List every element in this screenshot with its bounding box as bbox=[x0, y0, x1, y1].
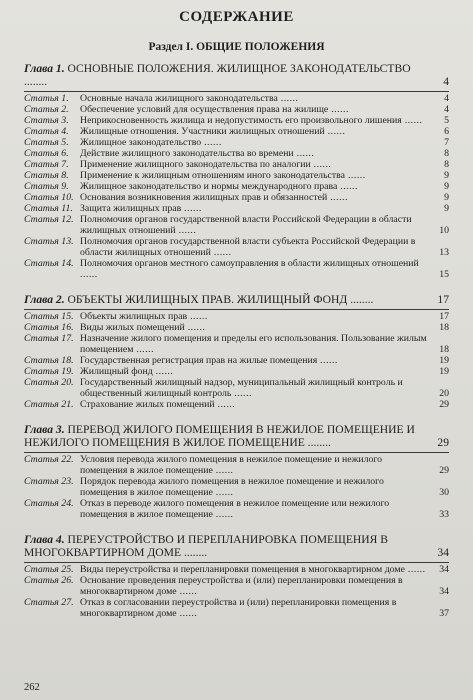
toc-entry bbox=[24, 564, 449, 575]
dot-leader: ...... bbox=[324, 126, 346, 137]
dot-leader: ........ bbox=[347, 293, 374, 306]
article-title: Жилищное законодательство bbox=[80, 137, 202, 148]
article-title: Жилищный фонд bbox=[80, 366, 153, 377]
article-page: 33 bbox=[439, 509, 449, 520]
article-page: 9 bbox=[444, 170, 449, 181]
toc-entry bbox=[24, 181, 449, 192]
dot-leader: ........ bbox=[24, 75, 48, 88]
article-page: 19 bbox=[439, 355, 449, 366]
dot-leader: ...... bbox=[181, 203, 202, 214]
article-label: Статья 22. bbox=[24, 454, 74, 465]
article-label: Статья 16. bbox=[24, 322, 74, 333]
toc-entry bbox=[24, 258, 449, 280]
page-title: СОДЕРЖАНИЕ bbox=[179, 9, 294, 25]
article-title: Порядок перевода жилого помещения в нежилое помещение и нежилого помещения в жилое помещение bbox=[80, 476, 384, 498]
toc-entry bbox=[24, 498, 449, 520]
article-label: Статья 6. bbox=[24, 148, 69, 159]
dot-leader: ...... bbox=[212, 465, 234, 476]
toc-entry bbox=[24, 137, 449, 148]
article-page: 19 bbox=[439, 366, 449, 377]
article-page: 9 bbox=[444, 181, 449, 192]
article-page: 34 bbox=[439, 564, 449, 575]
article-page: 34 bbox=[439, 586, 449, 597]
dot-leader: ...... bbox=[80, 269, 98, 280]
dot-leader: ...... bbox=[293, 148, 315, 159]
article-page: 6 bbox=[444, 126, 449, 137]
article-title: Объекты жилищных прав bbox=[80, 311, 188, 322]
chapter-page: 34 bbox=[437, 546, 449, 559]
chapter-title: ПЕРЕУСТРОЙСТВО И ПЕРЕПЛАНИРОВКА ПОМЕЩЕНИЯ В МНОГОКВАРТИРНОМ ДОМЕ bbox=[24, 533, 389, 559]
toc-entry bbox=[24, 192, 449, 203]
article-label: Статья 7. bbox=[24, 159, 69, 170]
dot-leader: ...... bbox=[310, 159, 332, 170]
article-page: 10 bbox=[439, 225, 449, 236]
chapter-rule bbox=[24, 562, 449, 563]
article-title: Применение к жилищным отношениям иного законодательства bbox=[80, 170, 346, 181]
toc-entry bbox=[24, 399, 449, 410]
toc-entry bbox=[24, 159, 449, 170]
article-title: Назначение жилого помещения и пределы его использования. Пользование жилым помещением bbox=[80, 333, 427, 355]
article-title: Жилищное законодательство и нормы международного права bbox=[80, 181, 338, 192]
article-title: Виды жилых помещений bbox=[80, 322, 185, 333]
toc-entry bbox=[24, 214, 449, 236]
article-title: Защита жилищных прав bbox=[80, 203, 182, 214]
chapter-label: Глава 1. bbox=[24, 62, 65, 75]
chapter-heading bbox=[24, 533, 449, 559]
article-label: Статья 14. bbox=[24, 258, 74, 269]
article-page: 15 bbox=[439, 269, 449, 280]
toc-entry bbox=[24, 93, 449, 104]
article-page: 8 bbox=[444, 148, 449, 159]
article-page: 29 bbox=[439, 399, 449, 410]
toc-entry bbox=[24, 236, 449, 258]
article-label: Статья 25. bbox=[24, 564, 74, 575]
dot-leader: ...... bbox=[187, 311, 208, 322]
article-page: 8 bbox=[444, 159, 449, 170]
article-label: Статья 9. bbox=[24, 181, 69, 192]
article-page: 4 bbox=[444, 93, 449, 104]
toc-entry bbox=[24, 311, 449, 322]
article-title: Основание проведения переустройства и (или) перепланировки помещения в многоквартирном доме bbox=[80, 575, 403, 597]
chapter-title: ПЕРЕВОД ЖИЛОГО ПОМЕЩЕНИЯ В НЕЖИЛОЕ ПОМЕЩЕНИЕ И НЕЖИЛОГО ПОМЕЩЕНИЯ В ЖИЛОЕ ПОМЕЩЕНИЕ bbox=[24, 423, 415, 449]
chapter-heading bbox=[24, 293, 449, 306]
article-title: Полномочия органов государственной власти субъекта Российской Федерации в области жилищных отношений bbox=[80, 236, 416, 258]
article-page: 4 bbox=[444, 104, 449, 115]
dot-leader: ...... bbox=[317, 355, 338, 366]
dot-leader: ...... bbox=[328, 104, 349, 115]
toc-entry bbox=[24, 355, 449, 366]
page-number: 262 bbox=[24, 682, 40, 693]
article-page: 29 bbox=[439, 465, 449, 476]
dot-leader: ...... bbox=[327, 192, 348, 203]
article-page: 18 bbox=[439, 322, 449, 333]
article-label: Статья 27. bbox=[24, 597, 74, 608]
dot-leader: ........ bbox=[304, 436, 331, 449]
toc-entry bbox=[24, 203, 449, 214]
article-page: 37 bbox=[439, 608, 449, 619]
article-label: Статья 4. bbox=[24, 126, 69, 137]
dot-leader: ...... bbox=[401, 115, 423, 126]
chapter-title: ОСНОВНЫЕ ПОЛОЖЕНИЯ. ЖИЛИЩНОЕ ЗАКОНОДАТЕЛЬСТВО bbox=[67, 62, 411, 75]
toc-entry bbox=[24, 115, 449, 126]
chapter-heading bbox=[24, 423, 449, 449]
dot-leader: ........ bbox=[181, 546, 208, 559]
toc-entry bbox=[24, 575, 449, 597]
article-title: Отказ в согласовании переустройства и (или) перепланировки помещения в многоквартирном доме bbox=[80, 597, 397, 619]
chapter-rule bbox=[24, 91, 449, 92]
dot-leader: ...... bbox=[212, 509, 234, 520]
dot-leader: ...... bbox=[214, 399, 236, 410]
article-label: Статья 3. bbox=[24, 115, 69, 126]
article-label: Статья 17. bbox=[24, 333, 74, 344]
article-title: Обеспечение условий для осуществления права на жилище bbox=[80, 104, 329, 115]
article-title: Полномочия органов местного самоуправления в области жилищных отношений bbox=[80, 258, 419, 269]
article-title: Жилищные отношения. Участники жилищных отношений bbox=[80, 126, 325, 137]
toc-entry bbox=[24, 366, 449, 377]
toc-entry bbox=[24, 126, 449, 137]
article-page: 20 bbox=[439, 388, 449, 399]
dot-leader: ...... bbox=[184, 322, 206, 333]
article-title: Действие жилищного законодательства во времени bbox=[80, 148, 294, 159]
toc-entry bbox=[24, 454, 449, 476]
article-label: Статья 11. bbox=[24, 203, 73, 214]
dot-leader: ...... bbox=[176, 586, 198, 597]
article-page: 17 bbox=[439, 311, 449, 322]
chapter-gap bbox=[24, 520, 449, 527]
article-page: 7 bbox=[444, 137, 449, 148]
article-label: Статья 26. bbox=[24, 575, 74, 586]
chapter-page: 29 bbox=[437, 436, 449, 449]
article-page: 18 bbox=[439, 344, 449, 355]
chapter-title: ОБЪЕКТЫ ЖИЛИЩНЫХ ПРАВ. ЖИЛИЩНЫЙ ФОНД bbox=[67, 293, 348, 306]
article-title: Неприкосновенность жилища и недопустимость его произвольного лишения bbox=[80, 115, 402, 126]
dot-leader: ...... bbox=[212, 487, 234, 498]
toc-entry bbox=[24, 148, 449, 159]
toc-entry bbox=[24, 333, 449, 355]
article-page: 13 bbox=[439, 247, 449, 258]
article-page: 30 bbox=[439, 487, 449, 498]
article-label: Статья 19. bbox=[24, 366, 74, 377]
article-page: 9 bbox=[444, 203, 449, 214]
chapter-label: Глава 4. bbox=[24, 533, 65, 546]
chapter-label: Глава 2. bbox=[24, 293, 65, 306]
chapter-page: 4 bbox=[443, 75, 449, 88]
article-title: Полномочия органов государственной власти Российской Федерации в области жилищных отношений bbox=[80, 214, 412, 236]
article-label: Статья 15. bbox=[24, 311, 74, 322]
toc-entry bbox=[24, 377, 449, 399]
article-label: Статья 20. bbox=[24, 377, 74, 388]
article-label: Статья 23. bbox=[24, 476, 74, 487]
table-of-contents bbox=[24, 62, 449, 619]
article-title: Страхование жилых помещений bbox=[80, 399, 215, 410]
article-label: Статья 5. bbox=[24, 137, 69, 148]
dot-leader: ...... bbox=[201, 137, 222, 148]
article-page: 9 bbox=[444, 192, 449, 203]
dot-leader: ...... bbox=[133, 344, 155, 355]
article-title: Применение жилищного законодательства по аналогии bbox=[80, 159, 311, 170]
article-label: Статья 18. bbox=[24, 355, 74, 366]
article-title: Основные начала жилищного законодательства bbox=[80, 93, 278, 104]
chapter-page: 17 bbox=[437, 293, 449, 306]
chapter-gap bbox=[24, 410, 449, 417]
dot-leader: ...... bbox=[231, 388, 253, 399]
toc-entry bbox=[24, 597, 449, 619]
article-title: Государственный жилищный надзор, муниципальный жилищный контроль и общественный жилищный контроль bbox=[80, 377, 403, 399]
article-label: Статья 24. bbox=[24, 498, 74, 509]
article-label: Статья 10. bbox=[24, 192, 74, 203]
article-label: Статья 13. bbox=[24, 236, 74, 247]
dot-leader: ...... bbox=[210, 247, 232, 258]
article-label: Статья 8. bbox=[24, 170, 69, 181]
dot-leader: ...... bbox=[152, 366, 174, 377]
article-label: Статья 1. bbox=[24, 93, 69, 104]
article-label: Статья 2. bbox=[24, 104, 69, 115]
dot-leader: ...... bbox=[175, 225, 197, 236]
dot-leader: ...... bbox=[337, 181, 358, 192]
dot-leader: ...... bbox=[277, 93, 299, 104]
article-page: 5 bbox=[444, 115, 449, 126]
article-title: Государственная регистрация прав на жилые помещения bbox=[80, 355, 318, 366]
dot-leader: ...... bbox=[404, 564, 426, 575]
chapter-rule bbox=[24, 452, 449, 453]
article-title: Отказ в переводе жилого помещения в нежилое помещение или нежилого помещения в жилое помещение bbox=[80, 498, 390, 520]
article-label: Статья 12. bbox=[24, 214, 74, 225]
article-label: Статья 21. bbox=[24, 399, 74, 410]
chapter-rule bbox=[24, 309, 449, 310]
dot-leader: ...... bbox=[176, 608, 198, 619]
chapter-heading bbox=[24, 62, 449, 88]
toc-entry bbox=[24, 104, 449, 115]
article-title: Основания возникновения жилищных прав и обязанностей bbox=[80, 192, 328, 203]
article-title: Условия перевода жилого помещения в нежилое помещение и нежилого помещения в жилое помещение bbox=[80, 454, 383, 476]
toc-entry bbox=[24, 322, 449, 333]
dot-leader: ...... bbox=[345, 170, 366, 181]
chapter-gap bbox=[24, 280, 449, 287]
chapter-label: Глава 3. bbox=[24, 423, 65, 436]
toc-entry bbox=[24, 476, 449, 498]
toc-entry bbox=[24, 170, 449, 181]
article-title: Виды переустройства и перепланировки помещения в многоквартирном доме bbox=[80, 564, 405, 575]
section-heading: Раздел I. ОБЩИЕ ПОЛОЖЕНИЯ bbox=[148, 41, 325, 53]
